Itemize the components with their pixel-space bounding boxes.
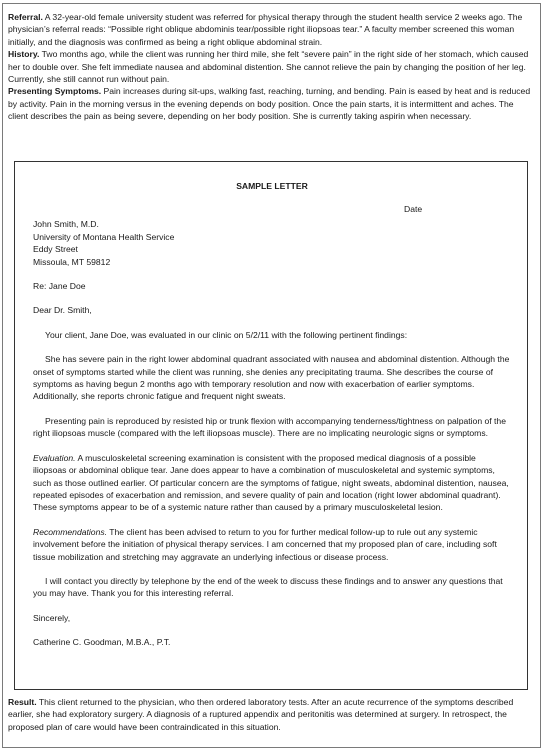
letter-date: Date bbox=[404, 204, 423, 214]
case-result bbox=[8, 696, 533, 733]
address-line: University of Montana Health Service bbox=[33, 231, 175, 242]
salutation: Dear Dr. Smith, bbox=[33, 305, 92, 316]
result-paragraph bbox=[8, 696, 533, 733]
letter-paragraph-presenting: Presenting pain is reproduced by resisted hip or trunk flexion with accompanying tenderness/tightness on palpation of the right iliopsoas muscle (compared with the left iliopsoas muscle). There are no implicating neurologic signs or symptoms. bbox=[33, 415, 506, 439]
recipient-address bbox=[33, 218, 511, 268]
re-line: Re: Jane Doe bbox=[33, 281, 86, 292]
address-line: John Smith, M.D. bbox=[33, 219, 99, 230]
document-page bbox=[2, 3, 541, 748]
referral-label: Referral. bbox=[8, 12, 43, 22]
recommendations-text: The client has been advised to return to you for further medical follow-up to rule out any systemic involvement before the initiation of physical therapy services. I am concerned that my proposed plan of care, including soft tissue mobilization and stretching may aggravate an underlying infectious or disease process. bbox=[33, 526, 497, 562]
recommendations-label: Recommendations. bbox=[33, 526, 108, 537]
result-label: Result. bbox=[8, 697, 37, 707]
history-text: Two months ago, while the client was running her third mile, she felt “severe pain” in the right side of her stomach, which caused her to double over. She felt immediate nausea and abdominal distention. She cannot relieve the pain by changing the position of her leg. Currently, she still cannot run without pain. bbox=[8, 49, 529, 85]
case-intro bbox=[8, 11, 533, 123]
sample-letter-box bbox=[14, 161, 528, 690]
referral-text: A 32-year-old female university student was referred for physical therapy through the student health service 2 weeks ago. The physician’s referral reads: “Possible right oblique abdominis tear/possible right iliopsoas tear.” A faculty member screened this woman initially, and the diagnosis was confirmed as being a right oblique abdominal strain. bbox=[8, 12, 523, 47]
symptoms-label: Presenting Symptoms. bbox=[8, 86, 102, 97]
letter-closing: Sincerely, bbox=[33, 612, 71, 623]
history-label: History. bbox=[8, 49, 40, 60]
letter-paragraph-evaluation bbox=[33, 452, 511, 514]
result-text: This client returned to the physician, who then ordered laboratory tests. After an acute recurrence of the symptoms described earlier, she had exploratory surgery. A diagnosis of a ruptured appendix and peritonitis was determined at surgery. In retrospect, the proposed plan of care would have been contraindicated in this situation. bbox=[8, 697, 514, 732]
evaluation-text: A musculoskeletal screening examination is consistent with the proposed medical diagnosis of a possible iliopsoas or abdominal oblique tear. Jane does appear to have a combination of musculoskeletal and systemic symptoms, such as those outlined earlier. Of particular concern are the symptoms of fatigue, night sweats, abdominal distention, nausea, repeated episodes of exacerbation and remission, and severe quality of pain and location (right lower abdominal quadrant). These symptoms appear to be of a systemic nature rather than caused by a primary musculoskeletal lesion. bbox=[33, 452, 509, 513]
letter-body bbox=[33, 180, 511, 649]
referral-paragraph bbox=[8, 11, 533, 48]
history-paragraph bbox=[8, 48, 533, 85]
letter-paragraph-recommendations bbox=[33, 526, 511, 563]
symptoms-text: Pain increases during sit-ups, walking fast, reaching, turning, and bending. Pain is eased by heat and is reduced by activity. Pain in the morning versus in the evening depends on body position. Once the pain starts, it is intermittent and aches. The client describes the pain as being severe, depending on her body position. She is currently taking aspirin when necessary. bbox=[8, 86, 531, 122]
address-line: Eddy Street bbox=[33, 244, 78, 255]
letter-signature: Catherine C. Goodman, M.B.A., P.T. bbox=[33, 637, 171, 648]
letter-paragraph-pain: She has severe pain in the right lower abdominal quadrant associated with nausea and abdominal distention. Although the onset of symptoms started while the client was running, she denies any precipitating trauma. She describes the course of symptoms as having begun 2 months ago with temporary resolution and now with exacerbation of earlier symptoms. Additionally, she reports chronic fatigue and frequent night sweats. bbox=[33, 354, 510, 402]
letter-title: SAMPLE LETTER bbox=[236, 181, 308, 191]
evaluation-label: Evaluation. bbox=[33, 452, 76, 463]
address-line: Missoula, MT 59812 bbox=[33, 256, 111, 267]
letter-paragraph-findings: Your client, Jane Doe, was evaluated in our clinic on 5/2/11 with the following pertinent findings: bbox=[45, 329, 408, 340]
letter-paragraph-followup: I will contact you directly by telephone by the end of the week to discuss these findings and to answer any questions that you may have. Thank you for this interesting referral. bbox=[33, 575, 503, 599]
symptoms-paragraph bbox=[8, 85, 533, 122]
